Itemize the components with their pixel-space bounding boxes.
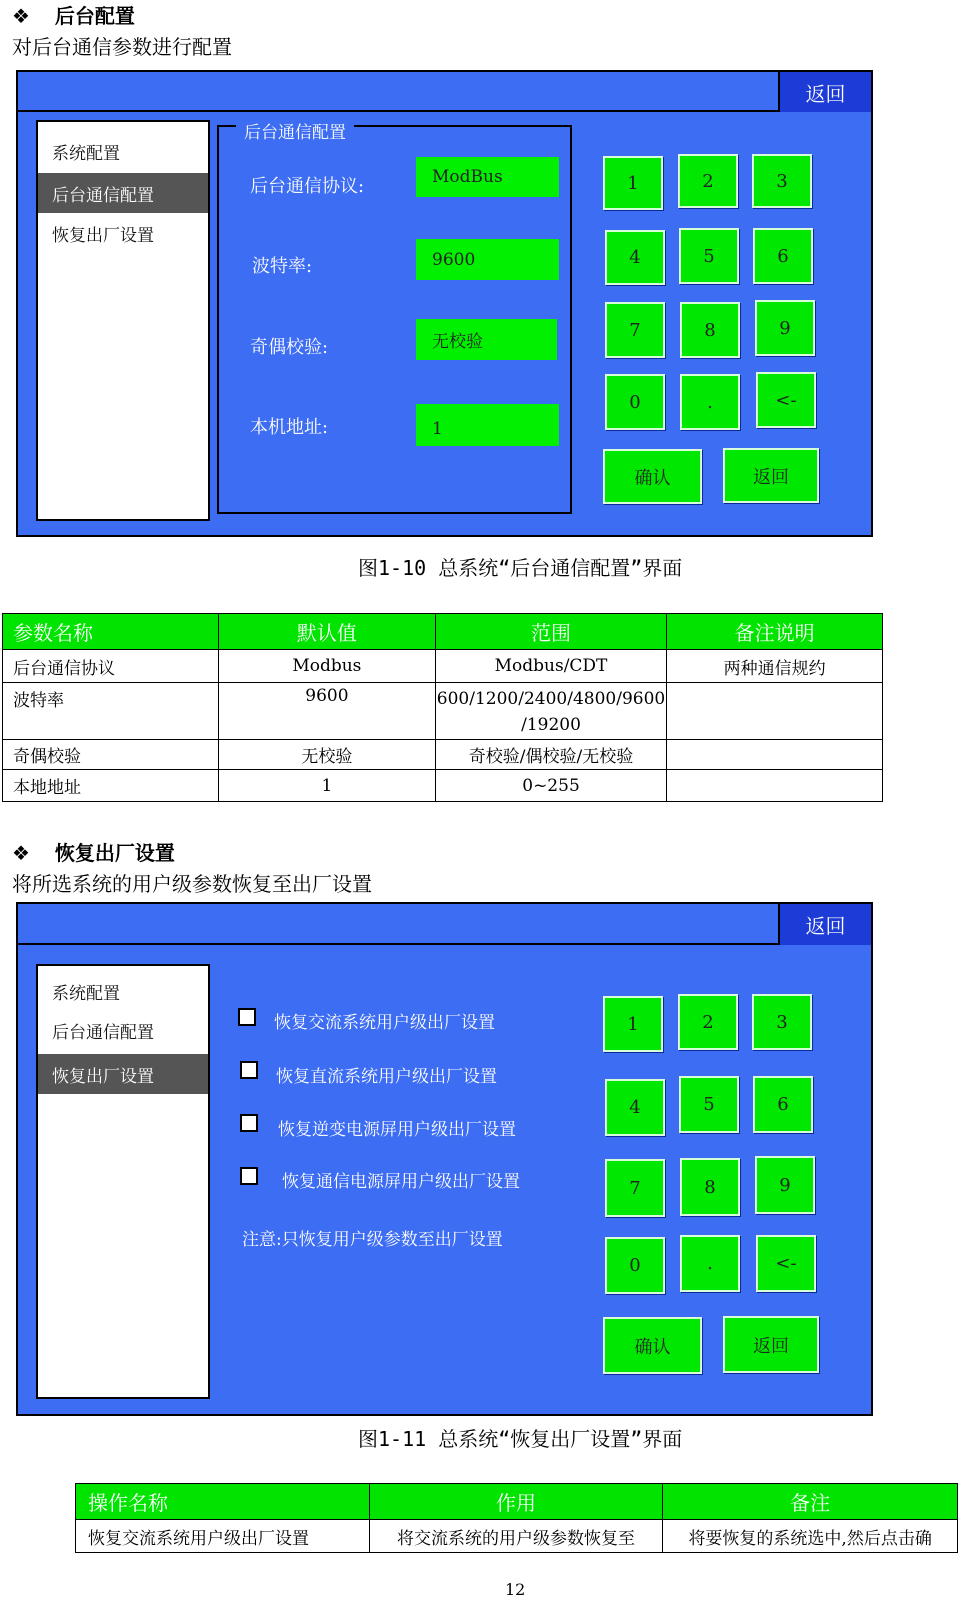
baud-rate-label: 波特率: — [252, 256, 313, 277]
header-function: 作用 — [369, 1484, 663, 1520]
header-param-name: 参数名称 — [3, 614, 219, 650]
key-1[interactable]: 1 — [603, 996, 663, 1052]
parity-label: 奇偶校验: — [250, 337, 329, 358]
keypad-back-button[interactable]: 返回 — [723, 1316, 819, 1373]
key-7[interactable]: 7 — [605, 1159, 665, 1217]
key-5[interactable]: 5 — [679, 228, 739, 284]
backend-config-screen — [16, 70, 873, 537]
protocol-field[interactable]: ModBus — [416, 157, 559, 197]
sidebar-menu — [36, 964, 210, 1399]
key-1[interactable]: 1 — [603, 156, 663, 210]
key-9[interactable]: 9 — [755, 300, 815, 356]
parameter-table — [2, 613, 883, 802]
cell-range: Modbus/CDT — [435, 650, 666, 683]
key-2[interactable]: 2 — [678, 154, 738, 208]
cell-range: 奇校验/偶校验/无校验 — [435, 740, 666, 770]
address-label: 本机地址: — [250, 417, 329, 438]
bullet-icon: ❖ — [12, 4, 30, 28]
section-title: 后台配置 — [54, 4, 135, 28]
page-number: 12 — [505, 1580, 526, 1599]
sidebar-item-factory-reset[interactable]: 恢复出厂设置 — [38, 1054, 208, 1094]
section-heading-backend — [12, 0, 135, 29]
table-row — [3, 740, 883, 770]
bullet-icon: ❖ — [12, 841, 30, 865]
checkbox-inverter-reset[interactable] — [240, 1114, 258, 1132]
operation-table — [75, 1483, 958, 1553]
address-field[interactable]: 1 — [416, 404, 559, 446]
key-backspace[interactable]: <- — [756, 1235, 816, 1292]
cell-name: 后台通信协议 — [3, 650, 219, 683]
sidebar-item-system-config[interactable]: 系统配置 — [52, 983, 120, 1004]
cell-note — [667, 683, 883, 740]
reset-note: 注意:只恢复用户级参数至出厂设置 — [242, 1230, 503, 1250]
range-line-2: /19200 — [521, 715, 581, 735]
header-range: 范围 — [435, 614, 666, 650]
key-6[interactable]: 6 — [753, 228, 813, 284]
top-bar — [18, 904, 871, 945]
figure-caption-1: 图1-10 总系统“后台通信配置”界面 — [358, 556, 683, 580]
key-dot[interactable]: . — [680, 374, 740, 430]
cell-name: 波特率 — [3, 683, 219, 740]
sidebar-item-backend-comm[interactable]: 后台通信配置 — [38, 173, 208, 213]
table-header-row — [3, 614, 883, 650]
cell-default: 1 — [218, 770, 435, 802]
cell-default: Modbus — [218, 650, 435, 683]
key-6[interactable]: 6 — [753, 1076, 813, 1133]
checkbox-ac-reset[interactable] — [238, 1008, 256, 1026]
table-row — [3, 683, 883, 740]
top-bar — [18, 72, 871, 112]
key-backspace[interactable]: <- — [756, 372, 816, 428]
figure-caption-2: 图1-11 总系统“恢复出厂设置”界面 — [358, 1427, 683, 1451]
option-inverter-reset-label: 恢复逆变电源屏用户级出厂设置 — [278, 1120, 516, 1140]
key-dot[interactable]: . — [680, 1235, 740, 1292]
cell-range — [435, 683, 666, 740]
section-description: 对后台通信参数进行配置 — [12, 35, 232, 59]
checkbox-dc-reset[interactable] — [240, 1061, 258, 1079]
key-3[interactable]: 3 — [752, 154, 812, 208]
key-0[interactable]: 0 — [605, 374, 665, 430]
confirm-button[interactable]: 确认 — [603, 449, 702, 504]
key-7[interactable]: 7 — [605, 302, 665, 358]
key-0[interactable]: 0 — [605, 1237, 665, 1294]
section-description: 将所选系统的用户级参数恢复至出厂设置 — [12, 872, 372, 896]
key-8[interactable]: 8 — [680, 1158, 740, 1216]
cell-range: 0~255 — [435, 770, 666, 802]
cell-default: 无校验 — [218, 740, 435, 770]
cell-function: 将交流系统的用户级参数恢复至 — [369, 1520, 663, 1553]
key-4[interactable]: 4 — [605, 1079, 665, 1136]
key-9[interactable]: 9 — [755, 1156, 815, 1214]
keypad-back-button[interactable]: 返回 — [723, 448, 819, 503]
sidebar-item-backend-comm[interactable]: 后台通信配置 — [52, 1022, 154, 1043]
header-default: 默认值 — [218, 614, 435, 650]
section-title: 恢复出厂设置 — [54, 841, 175, 865]
cell-default: 9600 — [218, 683, 435, 740]
checkbox-comm-power-reset[interactable] — [240, 1167, 258, 1185]
cell-note — [667, 740, 883, 770]
table-row — [3, 650, 883, 683]
key-8[interactable]: 8 — [680, 302, 740, 358]
table-row — [3, 770, 883, 802]
sidebar-menu — [36, 120, 210, 521]
top-back-button[interactable]: 返回 — [778, 72, 871, 112]
confirm-button[interactable]: 确认 — [603, 1317, 702, 1374]
sidebar-item-system-config[interactable]: 系统配置 — [52, 143, 120, 164]
cell-name: 本地地址 — [3, 770, 219, 802]
section-heading-factory-reset — [12, 837, 175, 866]
baud-rate-field[interactable]: 9600 — [416, 239, 559, 280]
range-line-1: 600/1200/2400/4800/9600 — [436, 689, 666, 709]
sidebar-item-factory-reset[interactable]: 恢复出厂设置 — [52, 225, 154, 246]
key-4[interactable]: 4 — [605, 230, 665, 285]
cell-name: 奇偶校验 — [3, 740, 219, 770]
option-ac-reset-label: 恢复交流系统用户级出厂设置 — [274, 1013, 495, 1033]
group-title: 后台通信配置 — [236, 122, 354, 144]
protocol-label: 后台通信协议: — [250, 176, 365, 197]
factory-reset-screen — [16, 902, 873, 1416]
table-row — [76, 1520, 958, 1553]
header-remark: 备注 — [663, 1484, 958, 1520]
cell-operation-name: 恢复交流系统用户级出厂设置 — [76, 1520, 370, 1553]
key-5[interactable]: 5 — [679, 1076, 739, 1133]
table-header-row — [76, 1484, 958, 1520]
cell-note — [667, 770, 883, 802]
cell-note: 两种通信规约 — [667, 650, 883, 683]
header-operation-name: 操作名称 — [76, 1484, 370, 1520]
cell-remark: 将要恢复的系统选中,然后点击确 — [663, 1520, 958, 1553]
key-2[interactable]: 2 — [678, 994, 738, 1050]
option-comm-power-reset-label: 恢复通信电源屏用户级出厂设置 — [282, 1172, 520, 1192]
header-note: 备注说明 — [667, 614, 883, 650]
key-3[interactable]: 3 — [752, 994, 812, 1050]
option-dc-reset-label: 恢复直流系统用户级出厂设置 — [276, 1067, 497, 1087]
top-back-button[interactable]: 返回 — [778, 904, 871, 945]
parity-field[interactable]: 无校验 — [416, 319, 557, 360]
